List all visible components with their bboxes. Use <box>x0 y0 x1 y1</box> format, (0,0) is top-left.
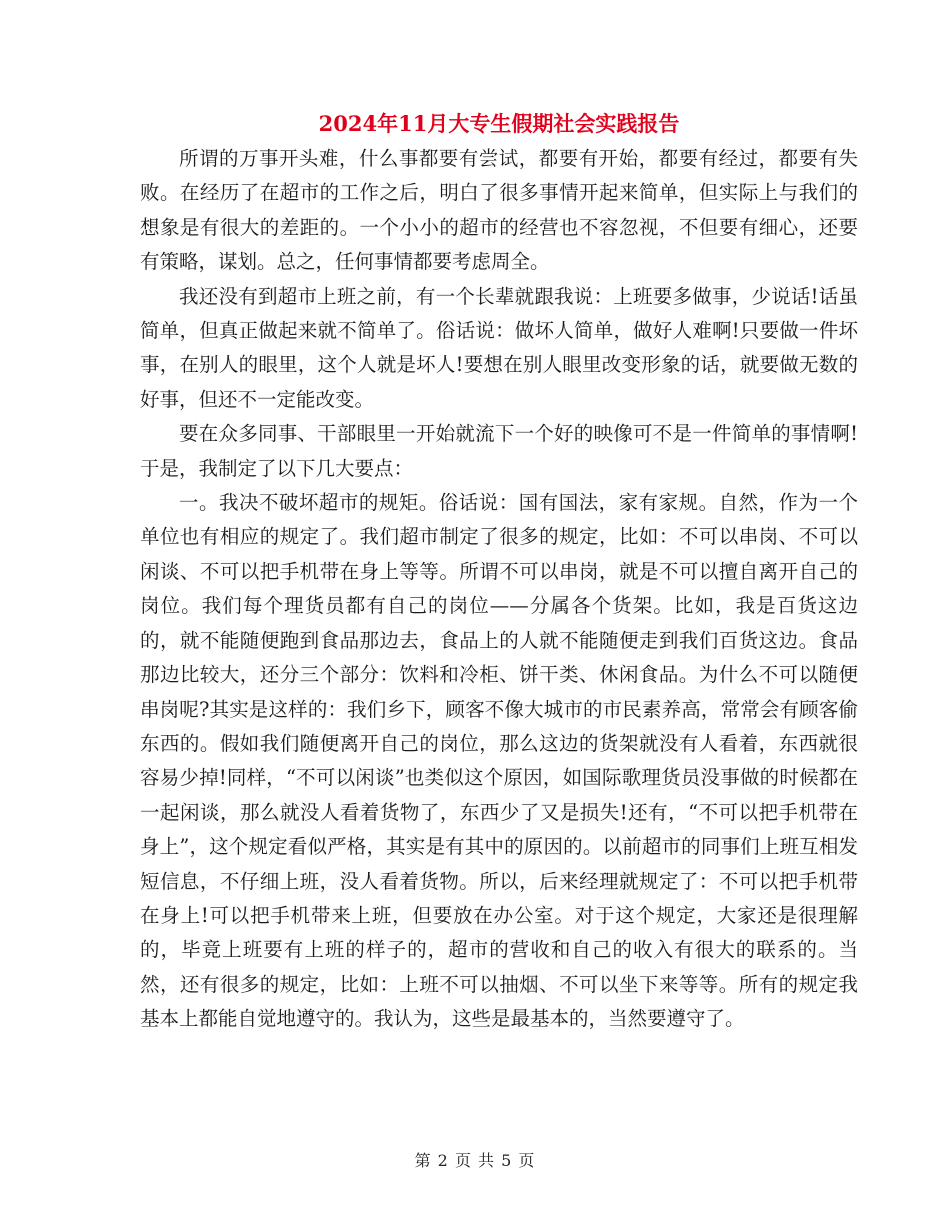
paragraph: 所谓的万事开头难，什么事都要有尝试，都要有开始，都要有经过，都要有失败。在经历了在超市的工作之后，明白了很多事情开起来简单，但实际上与我们的想象是有很大的差距的。一个小小的超市的经营也不容忽视，不但要有细心，还要有策略，谋划。总之，任何事情都要考虑周全。 <box>140 147 858 274</box>
document-title: 2024年11月大专生假期社会实践报告 <box>318 111 680 136</box>
page-number-footer: 第 2 页 共 5 页 <box>414 1151 536 1170</box>
paragraph: 要在众多同事、干部眼里一开始就流下一个好的映像可不是一件简单的事情啊!于是，我制定了以下几大要点： <box>140 422 858 480</box>
paragraph: 一。我决不破坏超市的规矩。俗话说：国有国法，家有家规。自然，作为一个单位也有相应的规定了。我们超市制定了很多的规定，比如：不可以串岗、不可以闲谈、不可以把手机带在身上等等。所谓不可以串岗，就是不可以擅自离开自己的岗位。我们每个理货员都有自己的岗位——分属各个货架。比如，我是百货这边的，就不能随便跑到食品那边去，食品上的人就不能随便走到我们百货这边。食品那边比较大，还分三个部分：饮料和冷柜、饼干类、休闲食品。为什么不可以随便串岗呢?其实是这样的：我们乡下，顾客不像大城市的市民素养高，常常会有顾客偷东西的。假如我们随便离开自己的岗位，那么这边的货架就没有人看着，东西就很容易少掉!同样，“不可以闲谈”也类似这个原因，如国际歌理货员没事做的时候都在一起闲谈，那么就没人看着货物了，东西少了又是损失!还有，“不可以把手机带在身上”，这个规定看似严格，其实是有其中的原因的。以前超市的同事们上班互相发短信息，不仔细上班，没人看着货物。所以，后来经理就规定了：不可以把手机带在身上!可以把手机带来上班，但要放在办公室。对于这个规定，大家还是很理解的，毕竟上班要有上班的样子的，超市的营收和自己的收入有很大的联系的。当然，还有很多的规定，比如：上班不可以抽烟、不可以坐下来等等。所有的规定我基本上都能自觉地遵守的。我认为，这些是最基本的，当然要遵守了。 <box>140 491 858 1031</box>
document-body <box>140 142 858 1037</box>
paragraph: 我还没有到超市上班之前，有一个长辈就跟我说：上班要多做事，少说话!话虽简单，但真正做起来就不简单了。俗话说：做坏人简单，做好人难啊!只要做一件坏事，在别人的眼里，这个人就是坏人!要想在别人眼里改变形象的话，就要做无数的好事，但还不一定能改变。 <box>140 284 858 411</box>
